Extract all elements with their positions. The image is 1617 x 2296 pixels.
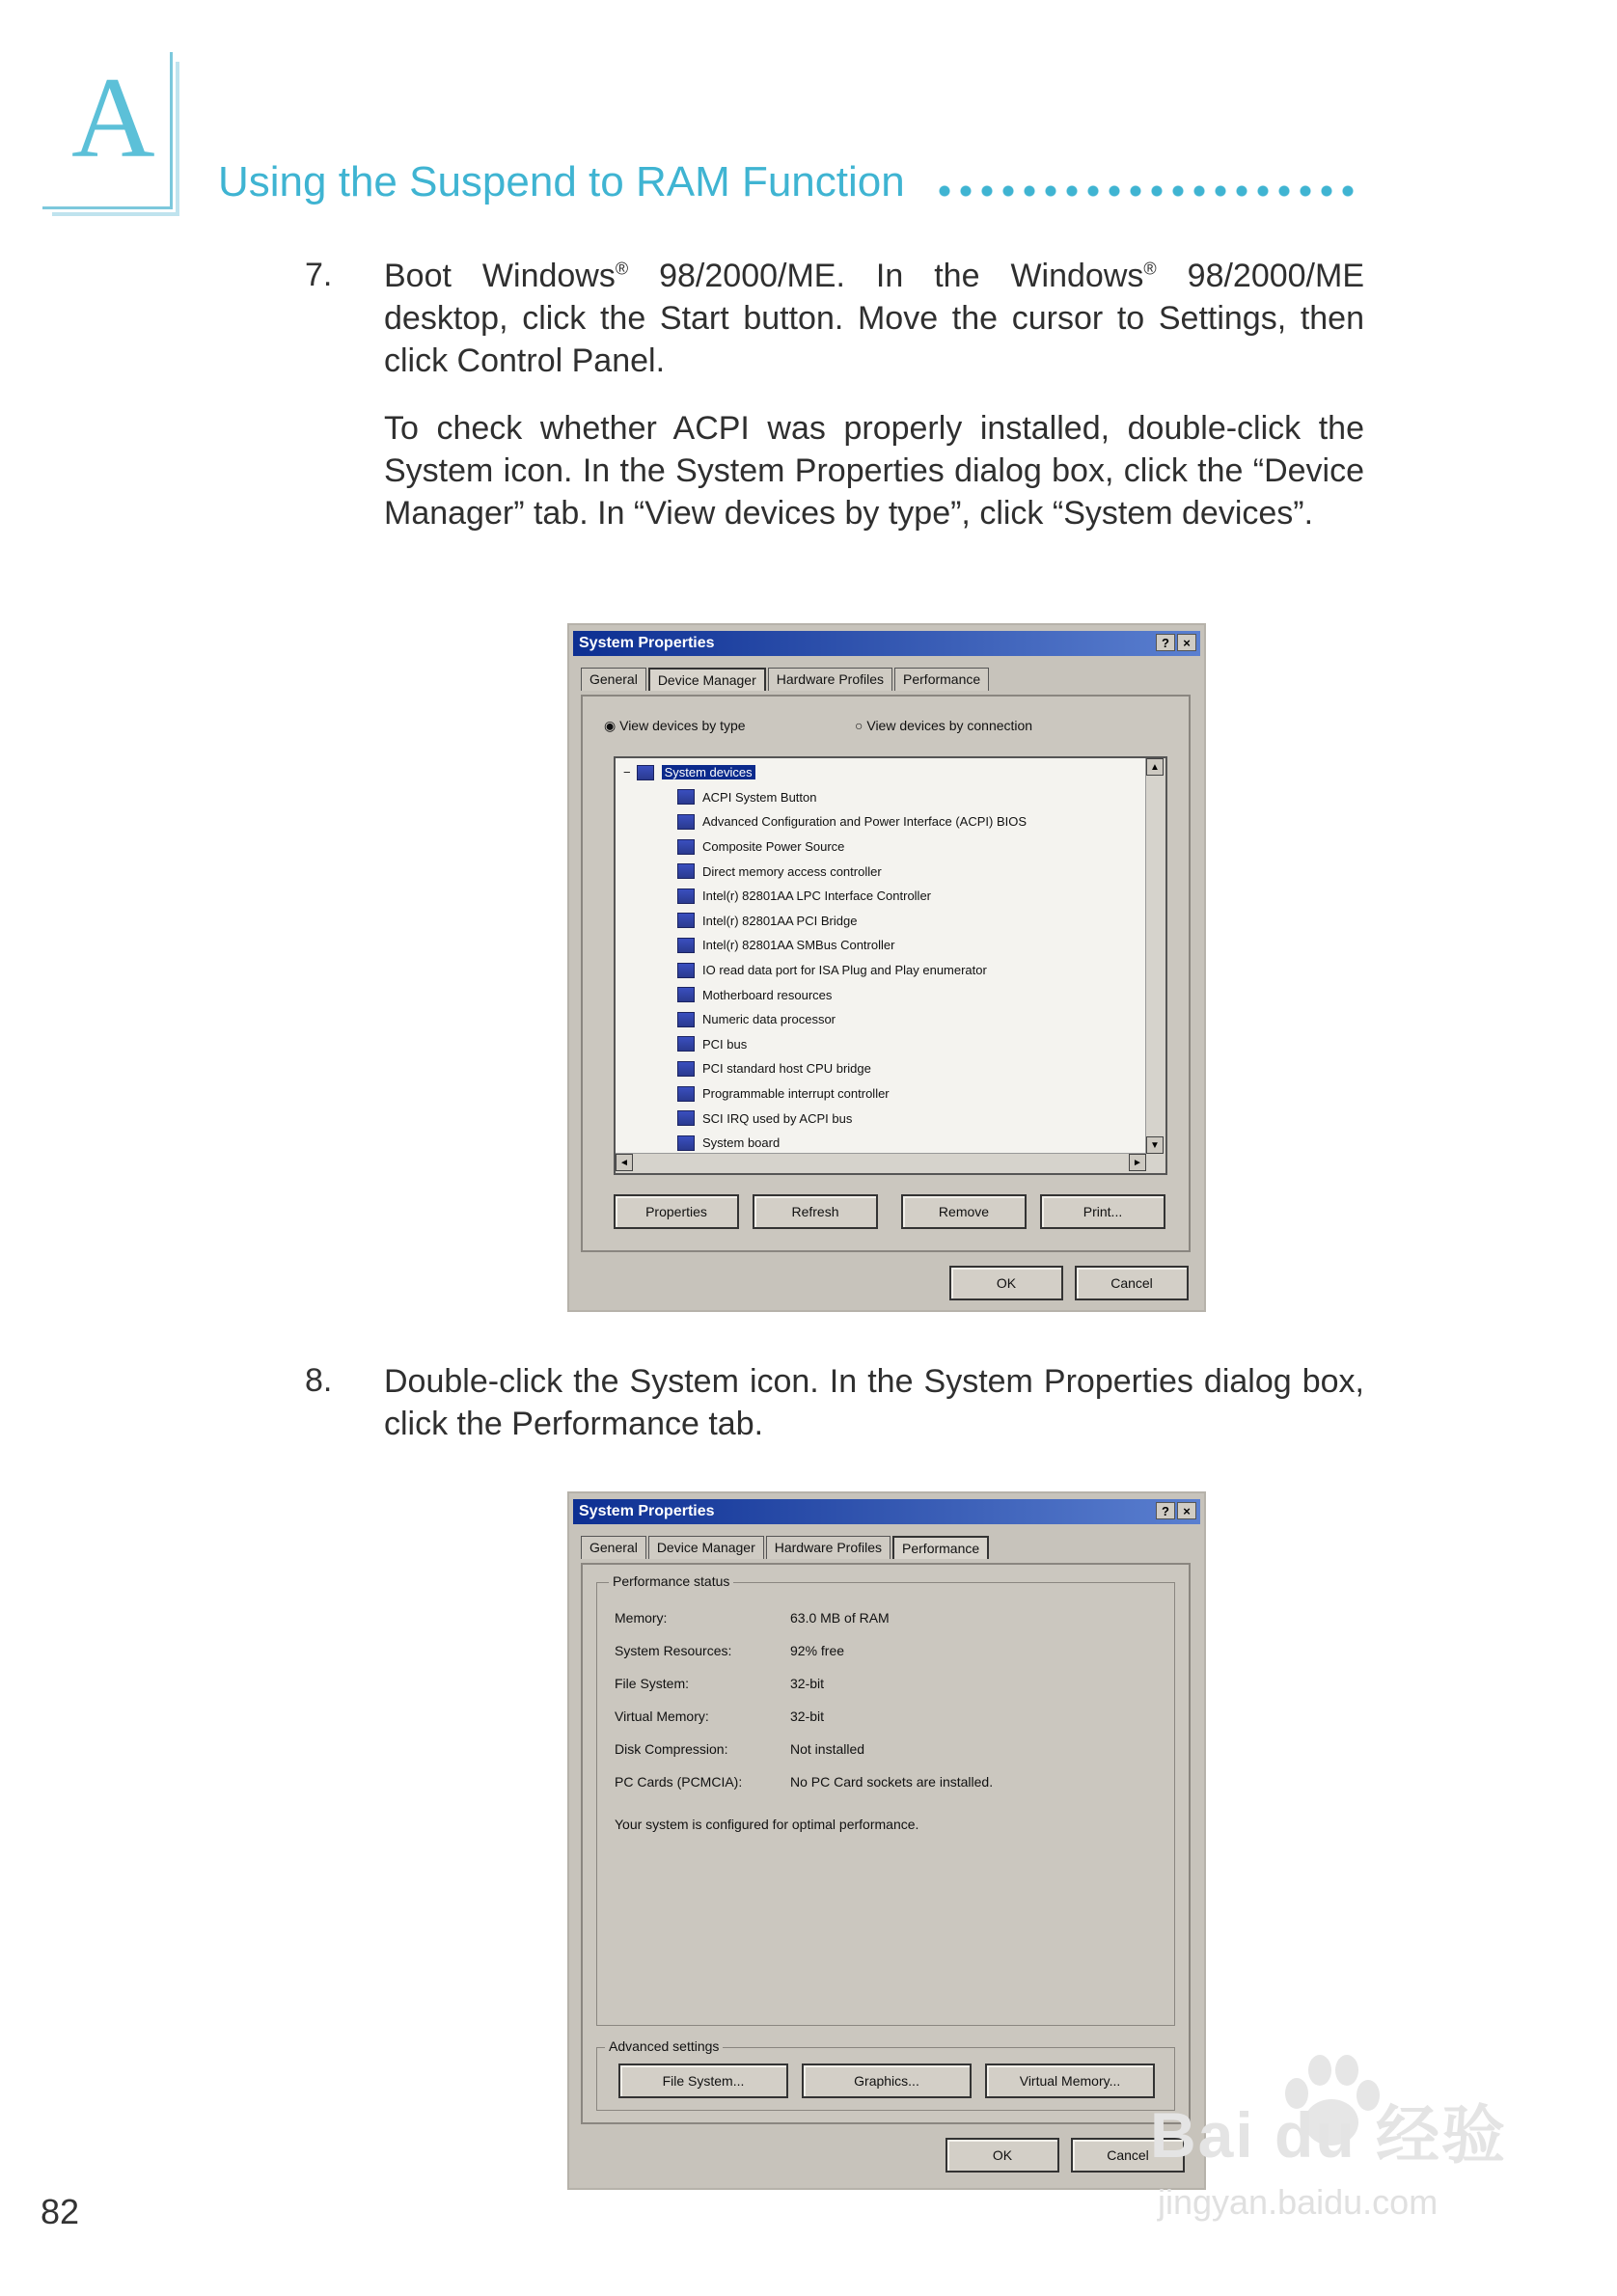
device-icon — [677, 1012, 695, 1027]
tab-general[interactable]: General — [581, 1536, 646, 1559]
radio-view-by-type[interactable]: ◉ View devices by type — [604, 718, 746, 733]
list-item[interactable]: System board — [677, 1131, 1142, 1156]
device-icon — [677, 839, 695, 855]
title-bar — [573, 631, 1200, 656]
vertical-scrollbar[interactable] — [1145, 758, 1165, 1173]
group-label: Advanced settings — [605, 2038, 723, 2054]
help-button[interactable]: ? — [1156, 634, 1175, 651]
refresh-button[interactable]: Refresh — [753, 1194, 878, 1229]
device-tree[interactable] — [614, 756, 1167, 1175]
list-item[interactable]: Composite Power Source — [677, 834, 1142, 860]
title-dot-leader — [934, 183, 1360, 199]
device-icon — [677, 963, 695, 978]
remove-button[interactable]: Remove — [901, 1194, 1027, 1229]
list-item[interactable]: Programmable interrupt controller — [677, 1081, 1142, 1107]
collapse-icon[interactable]: − — [623, 765, 631, 780]
device-icon — [677, 938, 695, 953]
tab-bar — [581, 1536, 989, 1559]
device-icon — [677, 913, 695, 928]
print-button[interactable]: Print... — [1040, 1194, 1165, 1229]
dialog-title: System Properties — [579, 1503, 715, 1519]
performance-screenshot — [567, 1491, 1206, 2190]
row-value: 63.0 MB of RAM — [790, 1610, 890, 1626]
tab-hardware-profiles[interactable]: Hardware Profiles — [766, 1536, 891, 1559]
row-label: PC Cards (PCMCIA): — [615, 1774, 743, 1790]
list-item[interactable]: Advanced Configuration and Power Interface (ACPI) BIOS — [677, 809, 1142, 834]
tab-hardware-profiles[interactable]: Hardware Profiles — [768, 668, 892, 691]
cancel-button[interactable]: Cancel — [1071, 2138, 1185, 2173]
performance-status-group — [596, 1573, 1175, 2026]
row-label: System Resources: — [615, 1643, 732, 1658]
advanced-settings-group — [596, 2038, 1175, 2111]
row-value: 92% free — [790, 1643, 845, 1658]
page-number: 82 — [41, 2192, 80, 2231]
list-item[interactable]: IO read data port for ISA Plug and Play enumerator — [677, 958, 1142, 983]
tab-panel — [581, 695, 1191, 1252]
tab-device-manager[interactable]: Device Manager — [648, 668, 766, 691]
device-icon — [677, 888, 695, 904]
tab-performance[interactable]: Performance — [892, 1536, 989, 1559]
tab-bar — [581, 668, 989, 691]
device-icon — [677, 987, 695, 1002]
scroll-up-icon[interactable]: ▲ — [1146, 758, 1164, 776]
scroll-down-icon[interactable]: ▼ — [1146, 1136, 1164, 1154]
list-item[interactable]: PCI standard host CPU bridge — [677, 1056, 1142, 1081]
list-item[interactable]: Intel(r) 82801AA SMBus Controller — [677, 933, 1142, 958]
chapter-letter: A — [71, 53, 155, 181]
row-label: Memory: — [615, 1610, 668, 1626]
step-8-paragraph: Double-click the System icon. In the System Properties dialog box, click the Performance tab. — [384, 1363, 1364, 1442]
tab-device-manager[interactable]: Device Manager — [648, 1536, 764, 1559]
tab-general[interactable]: General — [581, 668, 646, 691]
device-icon — [677, 1110, 695, 1126]
device-icon — [677, 863, 695, 879]
step-number: 8. — [305, 1362, 333, 1399]
status-message: Your system is configured for optimal performance. — [615, 1817, 919, 1832]
list-item[interactable]: Intel(r) 82801AA PCI Bridge — [677, 909, 1142, 934]
device-icon — [677, 1086, 695, 1102]
list-item[interactable]: Numeric data processor — [677, 1007, 1142, 1032]
close-button[interactable]: × — [1177, 1502, 1196, 1519]
help-button[interactable]: ? — [1156, 1502, 1175, 1519]
row-value: 32-bit — [790, 1708, 825, 1724]
graphics-button[interactable]: Graphics... — [802, 2064, 972, 2098]
list-item[interactable]: Motherboard resources — [677, 982, 1142, 1007]
horizontal-scrollbar[interactable] — [616, 1153, 1146, 1173]
dialog-title: System Properties — [579, 635, 715, 651]
scroll-left-icon[interactable]: ◄ — [616, 1154, 633, 1171]
device-icon — [677, 1135, 695, 1151]
ok-button[interactable]: OK — [946, 2138, 1059, 2173]
device-manager-screenshot — [567, 623, 1206, 1312]
computer-icon — [637, 765, 654, 780]
step-7-paragraph-2: To check whether ACPI was properly installed, double-click the System icon. In the System Properties dialog box, click the “Device Manager” tab. In “View devices by type”, click “System devices”. — [384, 410, 1364, 532]
row-value: Not installed — [790, 1741, 865, 1757]
list-item[interactable]: ACPI System Button — [677, 785, 1142, 810]
radio-view-by-connection[interactable]: ○ View devices by connection — [855, 718, 1033, 733]
list-item[interactable]: Intel(r) 82801AA LPC Interface Controller — [677, 884, 1142, 909]
list-item[interactable]: PCI bus — [677, 1032, 1142, 1057]
device-icon — [677, 789, 695, 805]
section-title: Using the Suspend to RAM Function — [218, 158, 905, 205]
virtual-memory-button[interactable]: Virtual Memory... — [985, 2064, 1155, 2098]
group-label: Performance status — [609, 1573, 733, 1589]
row-label: Disk Compression: — [615, 1741, 728, 1757]
row-value: No PC Card sockets are installed. — [790, 1774, 994, 1790]
device-icon — [677, 1036, 695, 1052]
tab-panel — [581, 1563, 1191, 2124]
tab-performance[interactable]: Performance — [894, 668, 989, 691]
watermark-logo: Bai du 经验 — [1150, 2099, 1508, 2171]
title-bar — [573, 1499, 1200, 1524]
step-7-paragraph-1: Boot Windows® 98/2000/ME. In the Windows® 98/2000/ME desktop, click the Start button. Move the cursor to Settings, then click Control Panel. — [384, 258, 1365, 379]
row-label: File System: — [615, 1676, 690, 1691]
device-icon — [677, 814, 695, 830]
properties-button[interactable]: Properties — [614, 1194, 739, 1229]
file-system-button[interactable]: File System... — [618, 2064, 788, 2098]
cancel-button[interactable]: Cancel — [1075, 1266, 1189, 1300]
device-icon — [677, 1061, 695, 1077]
scroll-right-icon[interactable]: ► — [1129, 1154, 1146, 1171]
watermark-url: jingyan.baidu.com — [1158, 2182, 1439, 2222]
step-number: 7. — [305, 257, 333, 293]
list-item[interactable]: Direct memory access controller — [677, 859, 1142, 884]
tree-root[interactable]: − System devices — [623, 760, 1142, 785]
close-button[interactable]: × — [1177, 634, 1196, 651]
row-label: Virtual Memory: — [615, 1708, 709, 1724]
ok-button[interactable]: OK — [949, 1266, 1063, 1300]
list-item[interactable]: SCI IRQ used by ACPI bus — [677, 1106, 1142, 1131]
row-value: 32-bit — [790, 1676, 825, 1691]
